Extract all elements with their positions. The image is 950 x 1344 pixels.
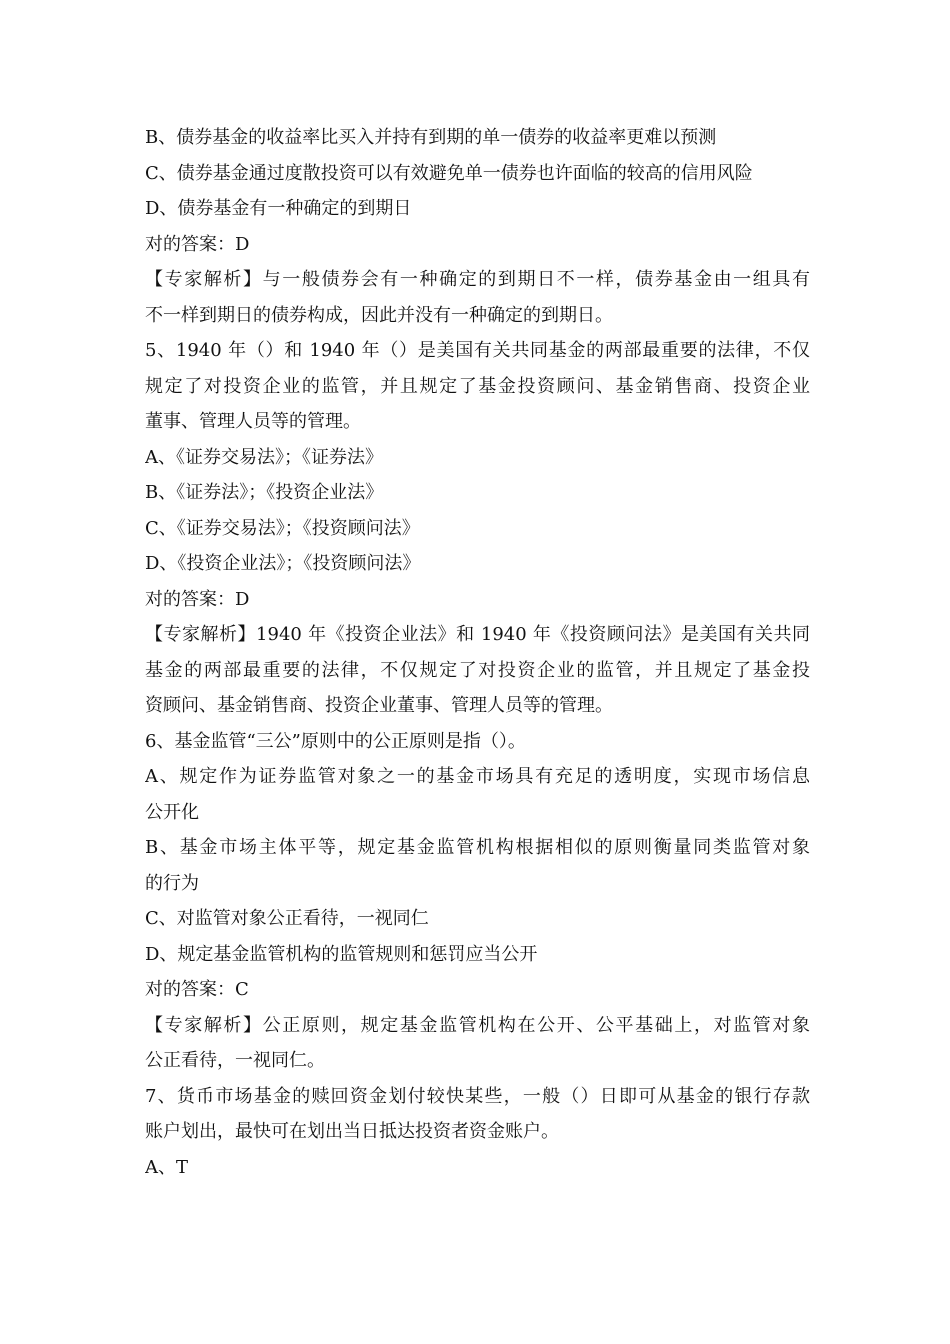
text-line: B、《证券法》；《投资企业法》	[145, 482, 384, 503]
text-line: 对的答案：D	[145, 233, 250, 255]
text-line: C、债券基金通过度散投资可以有效避免单一债券也许面临的较高的信用风险	[145, 162, 753, 184]
text-line: 公开化	[145, 801, 199, 823]
text-line: A、规定作为证券监管对象之一的基金市场具有充足的透明度，实现市场信息	[145, 766, 810, 787]
text-line: 董事、管理人员等的管理。	[145, 411, 361, 432]
text-line: B、债券基金的收益率比买入并持有到期的单一债券的收益率更难以预测	[145, 127, 717, 148]
text-line: A、T	[145, 1156, 189, 1178]
text-line: 的行为	[145, 872, 199, 894]
text-line: B、基金市场主体平等，规定基金监管机构根据相似的原则衡量同类监管对象	[145, 837, 810, 858]
text-line: 对的答案：C	[145, 979, 249, 1000]
text-line: 【专家解析】与一般债券会有一种确定的到期日不一样，债券基金由一组具有	[145, 269, 810, 290]
text-line: 不一样到期日的债券构成，因此并没有一种确定的到期日。	[145, 304, 613, 326]
document-body	[145, 120, 810, 1185]
text-line: A、《证券交易法》；《证券法》	[145, 446, 383, 468]
text-line: 公正看待，一视同仁。	[145, 1050, 325, 1071]
text-line: D、债券基金有一种确定的到期日	[145, 198, 412, 219]
text-line: D、《投资企业法》；《投资顾问法》	[145, 553, 421, 574]
text-line: 【专家解析】1940 年《投资企业法》和 1940 年《投资顾问法》是美国有关共同	[145, 624, 810, 645]
text-line: 6、基金监管“三公”原则中的公正原则是指（）。	[145, 730, 526, 752]
text-line: 规定了对投资企业的监管，并且规定了基金投资顾问、基金销售商、投资企业	[145, 375, 810, 397]
text-line: 5、1940 年（）和 1940 年（）是美国有关共同基金的两部最重要的法律，不仅	[145, 340, 810, 361]
text-line: 基金的两部最重要的法律，不仅规定了对投资企业的监管，并且规定了基金投	[145, 659, 810, 681]
text-line: C、对监管对象公正看待，一视同仁	[145, 908, 429, 929]
text-line: D、规定基金监管机构的监管规则和惩罚应当公开	[145, 943, 538, 965]
text-line: 【专家解析】公正原则，规定基金监管机构在公开、公平基础上，对监管对象	[145, 1014, 810, 1036]
text-line: 7、货币市场基金的赎回资金划付较快某些，一般（）日即可从基金的银行存款	[145, 1085, 810, 1107]
text-line: 对的答案：D	[145, 588, 250, 610]
text-line: 账户划出，最快可在划出当日抵达投资者资金账户。	[145, 1121, 559, 1142]
text-line: 资顾问、基金销售商、投资企业董事、管理人员等的管理。	[145, 695, 613, 716]
text-line: C、《证券交易法》；《投资顾问法》	[145, 517, 420, 539]
